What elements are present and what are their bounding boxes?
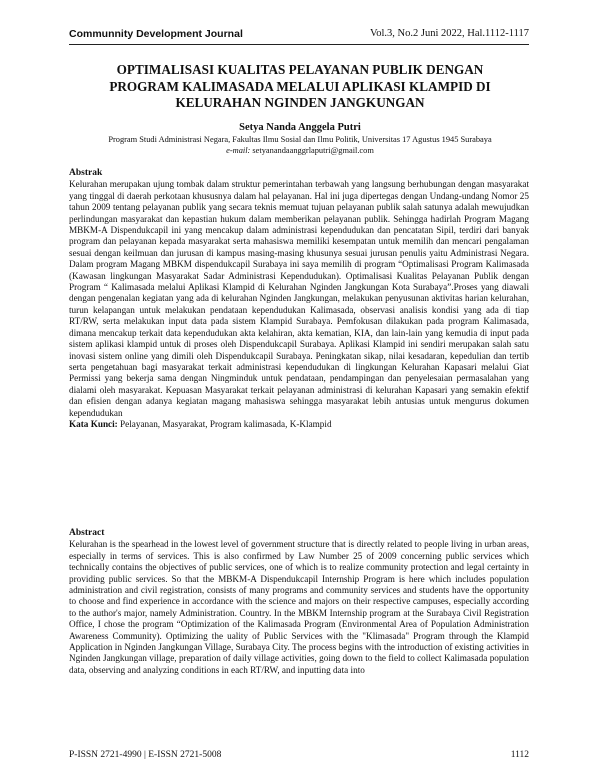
- email-label: e-mail:: [226, 145, 251, 155]
- footer-issn: P-ISSN 2721-4990 | E-ISSN 2721-5008: [69, 750, 222, 760]
- running-header: [69, 28, 529, 45]
- abstract-section: [69, 528, 529, 676]
- email-address: setyanandaanggrlaputri@gmail.com: [252, 145, 374, 155]
- affiliation-block: [50, 135, 550, 156]
- abstrak-section: [69, 168, 529, 430]
- volume-info: Vol.3, No.2 Juni 2022, Hal.1112-1117: [370, 28, 529, 39]
- keywords-line: [69, 419, 529, 430]
- affiliation: Program Studi Administrasi Negara, Fakultas Ilmu Sosial dan Ilmu Politik, Universitas 17 Agustus 1945 Surabaya: [108, 135, 492, 144]
- title-line: OPTIMALISASI KUALITAS PELAYANAN PUBLIK DENGAN: [116, 62, 484, 77]
- abstract-heading: Abstract: [69, 528, 105, 538]
- page-number: 1112: [510, 750, 529, 760]
- keywords: Pelayanan, Masyarakat, Program kalimasada, K-Klampid: [120, 418, 332, 429]
- paper-title: [60, 62, 540, 112]
- abstrak-heading: Abstrak: [69, 168, 103, 178]
- keywords-label: Kata Kunci:: [69, 418, 118, 429]
- title-line: KELURAHAN NGINDEN JANGKUNGAN: [175, 95, 425, 110]
- journal-name: Communnity Development Journal: [69, 28, 243, 40]
- abstract-text: Kelurahan is the spearhead in the lowest level of government structure that is directly related to people living in urban areas, especially in terms of services. This is also confirmed by Law Number 25 of 2009 concerning public services which technically contains the objectives of public services, one of which is to realize community protection and legal certainty in providing public services. So that the MBKM-A Dispendukcapil Internship Program is here which includes population administration and civil registration, consists of many programs and community services and students have the opportunity to choose and find experience in accordance with the science and majors on their respective campuses, especially according to the author's major, namely Administration. Country. In the MBKM Internship program at the Surabaya Civil Registration Office, I chose the program “Optimization of the Kalimasada Program (Environmental Area of Population Administration Awareness Community). Optimizing the uality of Public Services with the "Klimasada" Program through the Klampid Application in Nginden Jangkungan Village, Surabaya City. The process begins with the introduction of existing activities in Nginden Jangkungan village, preparation of daily village activities, going down to the field to collect Kalimasada population data, observing and analyzing conditions in each RT/RW, and inputting data into: [69, 539, 529, 675]
- email-line: [50, 146, 550, 157]
- author-name: Setya Nanda Anggela Putri: [239, 122, 361, 133]
- abstrak-text: Kelurahan merupakan ujung tombak dalam struktur pemerintahan terbawah yang langsung berhubungan dengan masyarakat yang tinggal di daerah perkotaan khususnya dalam hal pelayanan. Hal ini juga dipertegas dengan Undang-undang Nomor 25 tahun 2009 tentang pelayanan publik yang secara teknis memuat tujuan pelayanan publik salah satunya adalah mewujudkan perlindungan masyarakat dan kepastian hukum dalam memberikan pelayanan publik. Sehingga hadirlah Program Magang MBKM-A Dispendukcapil ini yang mencakup dalam administrasi kependudukan dan pencatatan Sipil, terdiri dari banyak program dan pelayanan kepada masyarakat serta mahasiswa memiliki kesempatan untuk memilih dan mencari pengalaman sesuai dengan keilmuan dan jurusan di kampus masing-masing khusunya sesuai jurusan penulis yaitu Administrasi Negara. Dalam program Magang MBKM dispendukcapil Surabaya ini saya memilih di program “Optimalisasi Program Kalimasada (Kawasan lingkungan Masyarakat Sadar Administrasi Kependudukan). Optimalisasi Kualitas Pelayanan Publik dengan Program “ Kalimasada melalui Aplikasi Klampid di Kelurahan Nginden Jangkungan Kota Surabaya”.Proses yang diawali dengan pengenalan kegiatan yang ada di kelurahan Nginden Jangkungan, melakukan penyusunan aktivitas harian kelurahan, turun kelapangan untuk melakukan pendataan kependudukan Kalimasada, observasi analisis kondisi yang ada di tiap RT/RW, serta melakukan input data pada sistem Klampid Surabaya. Pemfokusan dilakukan pada program Kalimasada, dimana mencakup terkait data kependudukan akta kelahiran, akta kematian, KIA, dan lain-lain yang kemudia di input pada sistem aplikasi klampid untuk di proses oleh Dispendukcapil Surabaya. Aplikasi Klampid ini sendiri merupakan salah satu inovasi sistem online yang dimili oleh Dispendukcapil Surabaya. Peningkatan sikap, nilai kesadaran, kepedulian dan tertib serta pengetahuan bagi masyarakat terkait administrasi kependudukan di lingkungan Kelurahan Kapasari melalui Giat Permissi yang bekerja sama dengan Ningminduk untuk pendataan, pendampingan dan penyelesaian permasalahan yang dialami oleh masyarakat. Kepuasan Masyarakat terkait pelayanan administrasi di kelurahan Kapasari yang semakin efektif dan efisien dengan adanya kegiatan magang mahasiswa sehingga masyarakat lebih antusias untuk mengurus dokumen kependudukan: [69, 179, 529, 418]
- title-line: PROGRAM KALIMASADA MELALUI APLIKASI KLAMPID DI: [109, 78, 491, 94]
